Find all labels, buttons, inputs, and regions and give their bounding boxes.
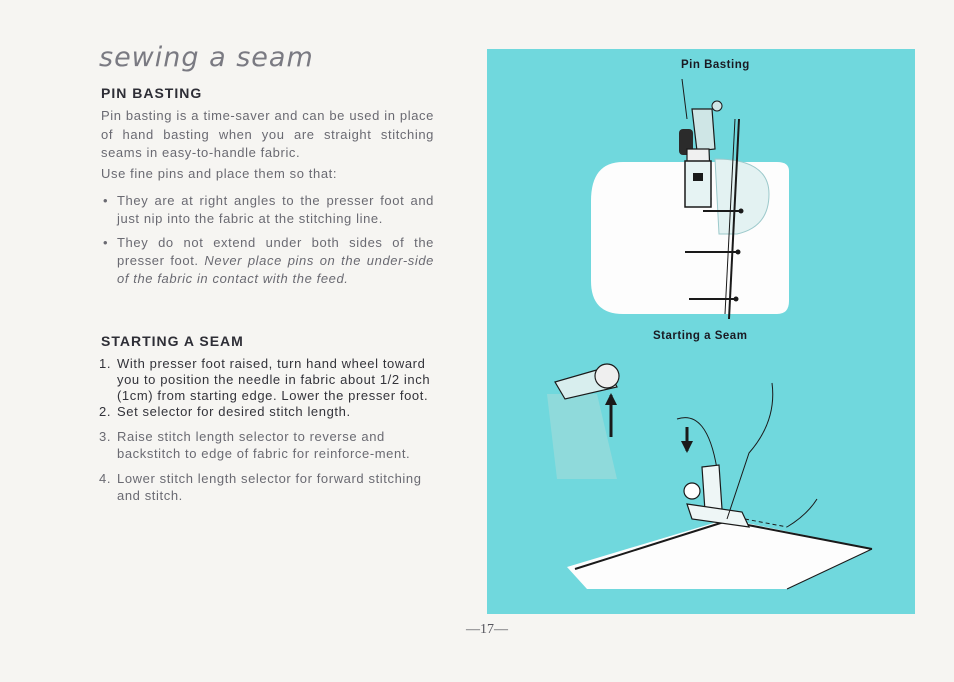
step-item: 2. Set selector for desired stitch length. [99,404,351,419]
page-number: —17— [466,622,508,637]
pin-basting-instruction: Use fine pins and place them so that: [101,166,338,181]
step-item: 4. Lower stitch length selector for forward stitching and stitch. [99,471,422,503]
pin-basting-caption: Pin Basting [681,59,750,71]
starting-seam-steps [99,356,434,504]
pin-warning: Never place pins on the under-side of the fabric in contact with the feed. [117,253,434,286]
starting-seam-heading: STARTING A SEAM [101,333,244,349]
bullet-item: • They do not extend under both sides of the presser foot. Never place pins on the under-side of the fabric in contact with the feed. [103,235,434,286]
starting-seam-caption: Starting a Seam [653,330,748,342]
step-item: 1. With presser foot raised, turn hand wheel toward you to position the needle in fabric about 1/2 inch (1cm) from starting edge. Lower the presser foot. [99,356,431,403]
step-item: 3. Raise stitch length selector to reverse and backstitch to edge of fabric for reinforce-ment. [99,429,411,461]
page-title: sewing a seam [99,42,314,73]
bullet-item: • They are at right angles to the presser foot and just nip into the fabric at the stitching line. [103,193,434,226]
pin-basting-heading: PIN BASTING [101,85,203,101]
illustration-panel [487,49,915,614]
pin-basting-bullets [101,192,434,294]
pin-basting-figure [591,79,789,319]
pin-basting-intro: Pin basting is a time-saver and can be used in place of hand basting when you are straight stitching seams in easy-to-handle fabric. [101,108,434,160]
starting-seam-figure [547,364,872,589]
